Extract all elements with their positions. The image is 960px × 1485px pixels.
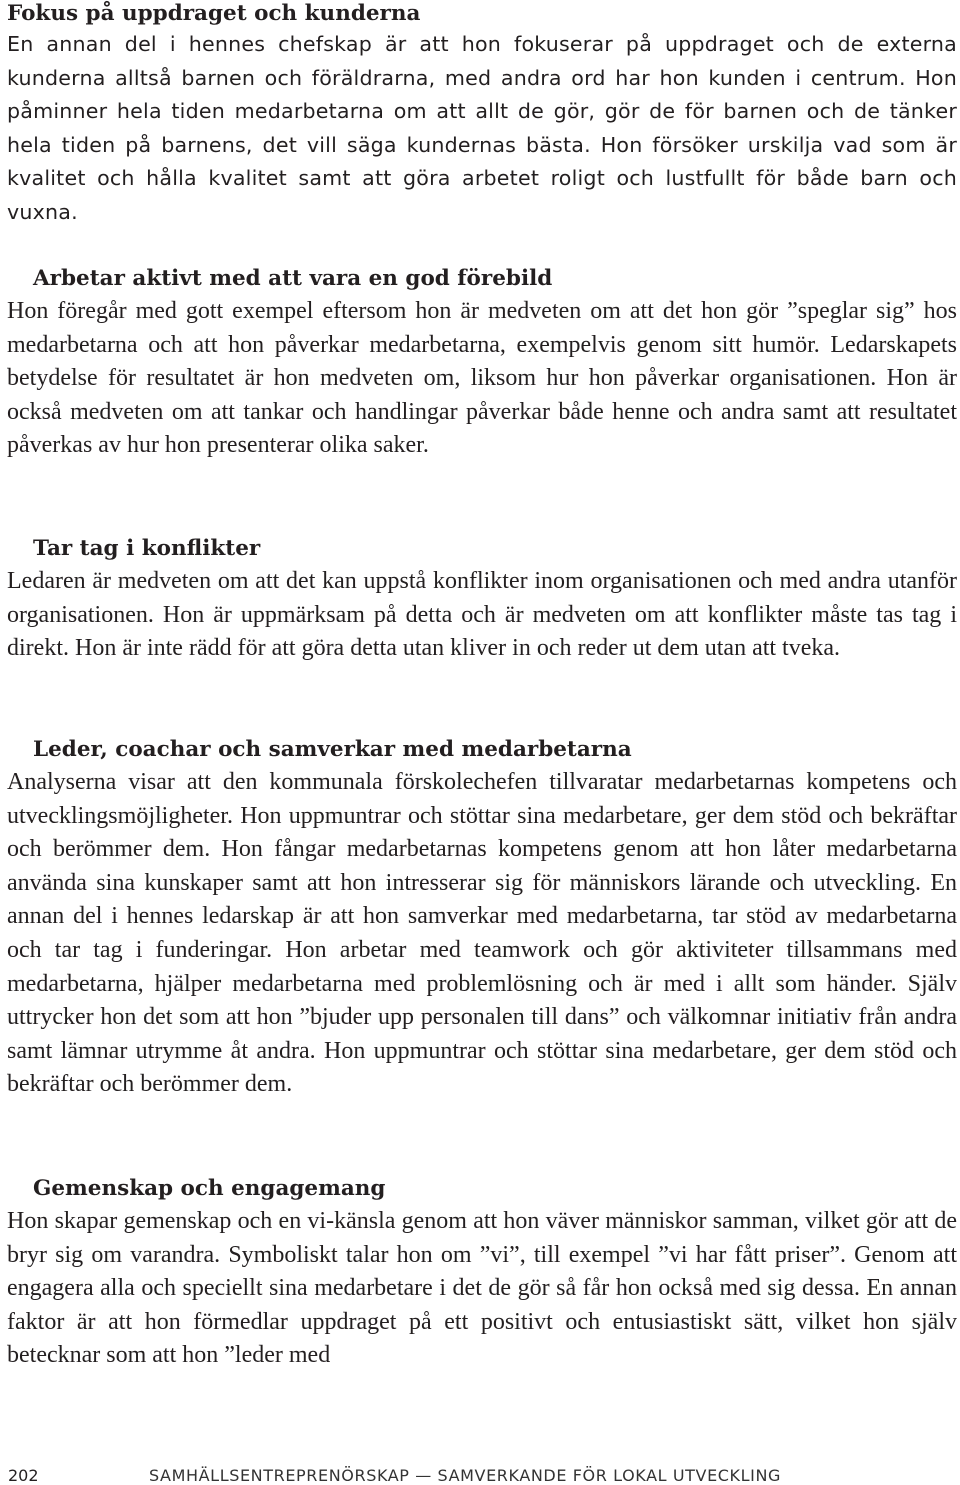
section-leder (7, 733, 957, 1102)
section-forebild (7, 262, 957, 463)
section-fokus (7, 0, 957, 230)
section-heading: Tar tag i konflikter (33, 536, 261, 561)
page-footer (8, 1462, 958, 1484)
section-body: Analyserna visar att den kommunala förskolechefen tillvaratar medarbetarnas kompetens och utvecklingsmöjligheter. Hon uppmuntrar och stöttar sina medarbetare, ger dem stöd och bekräftar och berömmer dem. Hon fångar medarbetarnas kompetens genom att hon låter medarbetarna använda sina kunskaper samt att hon intresserar sig för människors lärande och utveckling. En annan del i hennes ledarskap är att hon samverkar med medarbetarna, tar stöd av medarbetarna och tar tag i funderingar. Hon arbetar med teamwork och gör aktiviteter tillsammans med medarbetarna, hjälper medarbetarna med problemlösning och är med i allt som händer. Själv uttrycker hon det som att hon ”bjuder upp personalen till dans” och välkomnar initiativ från andra samt lämnar utrymme åt andra. Hon uppmuntrar och stöttar sina medarbetare, ger dem stöd och bekräftar och berömmer dem. (7, 769, 957, 1098)
section-body: Hon föregår med gott exempel eftersom hon är medveten om att det hon gör ”speglar sig” hos medarbetarna och att hon påverkar medarbetarna, exempelvis genom sitt humör. Ledarskapets betydelse för resultatet är hon medveten om, liksom hur hon påverkar organisationen. Hon är också medveten om att tankar och handlingar påverkar både henne och andra samt att resultatet påverkas av hur hon presenterar olika saker. (7, 298, 957, 459)
section-body: Ledaren är medveten om att det kan uppstå konflikter inom organisationen och med andra utanför organisationen. Hon är uppmärksam på detta och är medveten om att konflikter måste tas tag i direkt. Hon är inte rädd för att göra detta utan kliver in och reder ut dem utan att tveka. (7, 568, 957, 662)
running-title: SAMHÄLLSENTREPRENÖRSKAP — SAMVERKANDE FÖR LOKAL UTVECKLING (149, 1466, 782, 1485)
section-konflikter (7, 532, 957, 666)
section-heading: Arbetar aktivt med att vara en god förebild (33, 266, 553, 291)
page-number: 202 (8, 1466, 39, 1485)
section-heading: Leder, coachar och samverkar med medarbetarna (33, 737, 632, 762)
section-heading: Gemenskap och engagemang (33, 1176, 386, 1201)
section-body: Hon skapar gemenskap och en vi-känsla genom att hon väver människor samman, vilket gör att de bryr sig om varandra. Symboliskt talar hon om ”vi”, till exempel ”vi har fått priser”. Genom att engagera alla och speciellt sina medarbetare i det de gör så får hon också med sig dessa. En annan faktor är att hon förmedlar uppdraget på ett positivt och entusiastiskt sätt, vilket hon själv betecknar som att hon ”leder med (7, 1208, 957, 1369)
section-body: En annan del i hennes chefskap är att hon fokuserar på uppdraget och de externa kunderna alltså barnen och föräldrarna, med andra ord har hon kunden i centrum. Hon påminner hela tiden medarbetarna om att allt de gör, gör de för barnen och de tänker hela tiden på barnens, det vill säga kundernas bästa. Hon försöker urskilja vad som är kvalitet och hålla kvalitet samt att göra arbetet roligt och lustfullt för både barn och vuxna. (7, 32, 957, 224)
section-gemenskap (7, 1172, 957, 1373)
section-heading: Fokus på uppdraget och kunderna (7, 1, 421, 26)
